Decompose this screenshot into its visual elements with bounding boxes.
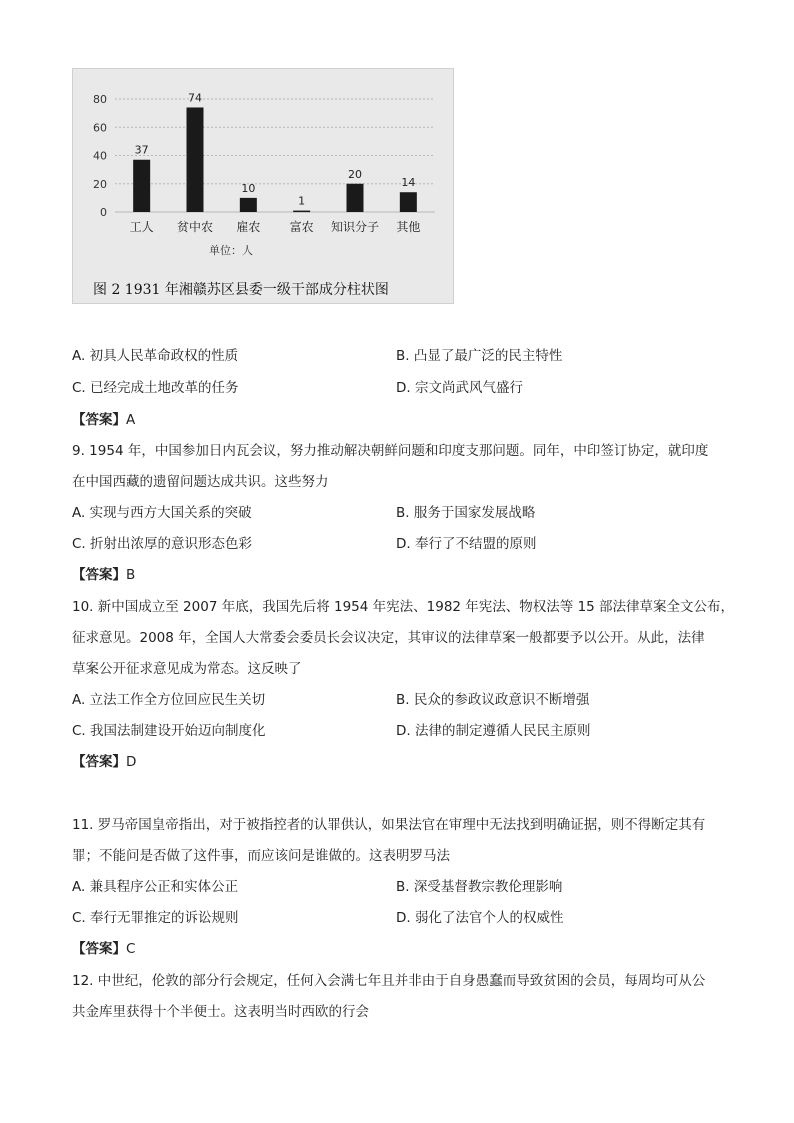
data-label: 10 xyxy=(241,181,256,195)
data-label: 1 xyxy=(298,194,306,208)
bar xyxy=(293,211,310,213)
q9-answer xyxy=(72,565,135,585)
answer-tag: 【答案】 xyxy=(72,941,126,957)
q12-stem-line1: 12. 中世纪，伦敦的部分行会规定，任何入会满七年且并非由于自身愚蠢而导致贫困的会员，每周均可从公 xyxy=(72,973,706,989)
q11-option-c: C. 奉行无罪推定的诉讼规则 xyxy=(72,910,239,926)
q11-option-b: B. 深受基督教宗教伦理影响 xyxy=(396,879,563,895)
q9-stem-line1: 9. 1954 年，中国参加日内瓦会议，努力推动解决朝鲜问题和印度支那问题。同年，中印签订协定，就印度 xyxy=(72,443,709,459)
answer-value: D xyxy=(126,754,137,770)
q11-stem-line2: 罪；不能问是否做了这件事，而应该问是谁做的。这表明罗马法 xyxy=(72,848,450,864)
q10-answer xyxy=(72,752,136,772)
q10-option-a: A. 立法工作全方位回应民生关切 xyxy=(72,692,266,708)
x-tick-label: 贫中农 xyxy=(176,220,214,234)
x-tick-label: 富农 xyxy=(289,220,314,234)
q8-option-d: D. 宗文尚武风气盛行 xyxy=(396,380,523,396)
q8-option-c: C. 已经完成土地改革的任务 xyxy=(72,380,239,396)
data-label: 20 xyxy=(348,167,362,181)
x-tick-label: 知识分子 xyxy=(330,220,380,234)
q10-option-b: B. 民众的参政议政意识不断增强 xyxy=(396,692,590,708)
q11-option-a: A. 兼具程序公正和实体公正 xyxy=(72,879,239,895)
data-label: 14 xyxy=(401,176,416,190)
answer-tag: 【答案】 xyxy=(72,412,126,428)
y-tick-label: 80 xyxy=(93,93,107,106)
q11-answer xyxy=(72,939,135,959)
q10-option-d: D. 法律的制定遵循人民民主原则 xyxy=(396,723,591,739)
q8-answer xyxy=(72,410,135,430)
q8-option-a: A. 初具人民革命政权的性质 xyxy=(72,348,239,364)
x-tick-label: 其他 xyxy=(396,220,421,234)
q9-stem-line2: 在中国西藏的遗留问题达成共识。这些努力 xyxy=(72,474,329,490)
q9-option-c: C. 折射出浓厚的意识形态色彩 xyxy=(72,536,253,552)
data-label: 74 xyxy=(188,91,202,105)
bar xyxy=(400,192,417,212)
q11-stem-line1: 11. 罗马帝国皇帝指出，对于被指控者的认罪供认，如果法官在审理中无法找到明确证据，则不得断定其有 xyxy=(72,817,706,833)
answer-tag: 【答案】 xyxy=(72,754,126,770)
y-tick-label: 0 xyxy=(100,206,107,219)
bar-chart xyxy=(73,69,453,303)
answer-value: A xyxy=(126,412,136,428)
bar xyxy=(187,107,204,212)
bar xyxy=(347,184,364,212)
q12-stem-line2: 共金库里获得十个半便士。这表明当时西欧的行会 xyxy=(72,1004,369,1020)
q10-stem-line3: 草案公开征求意见成为常态。这反映了 xyxy=(72,661,302,677)
y-tick-label: 60 xyxy=(93,121,107,135)
q8-option-b: B. 凸显了最广泛的民主特性 xyxy=(396,348,563,364)
bar-chart-figure xyxy=(72,68,454,304)
q11-option-d: D. 弱化了法官个人的权威性 xyxy=(396,910,564,926)
answer-value: C xyxy=(126,941,136,957)
q9-option-a: A. 实现与西方大国关系的突破 xyxy=(72,505,252,521)
answer-tag: 【答案】 xyxy=(72,567,126,583)
y-tick-label: 40 xyxy=(93,149,107,163)
q9-option-d: D. 奉行了不结盟的原则 xyxy=(396,536,537,552)
q10-option-c: C. 我国法制建设开始迈向制度化 xyxy=(72,723,266,739)
unit-label: 单位：人 xyxy=(209,244,253,257)
figure-caption: 图 2 1931 年湘赣苏区县委一级干部成分柱状图 xyxy=(93,282,389,298)
bar xyxy=(133,160,150,212)
q9-option-b: B. 服务于国家发展战略 xyxy=(396,505,536,521)
y-tick-label: 20 xyxy=(93,177,107,191)
q10-stem-line2: 征求意见。2008 年，全国人大常委会委员长会议决定，其审议的法律草案一般都要予以公开。从此，法律 xyxy=(72,630,705,646)
x-tick-label: 工人 xyxy=(129,220,154,234)
data-label: 37 xyxy=(134,143,149,157)
answer-value: B xyxy=(126,567,136,583)
x-tick-label: 雇农 xyxy=(236,220,261,234)
q10-stem-line1: 10. 新中国成立至 2007 年底，我国先后将 1954 年宪法、1982 年宪法、物权法等 15 部法律草案全文公布， xyxy=(72,599,735,615)
bar xyxy=(240,198,257,212)
